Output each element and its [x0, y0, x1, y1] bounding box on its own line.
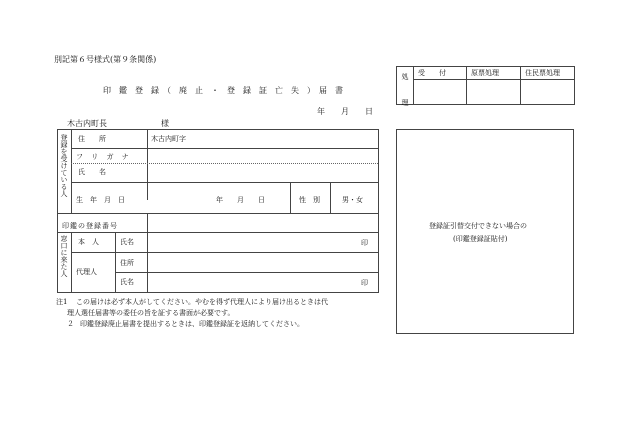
agent-name-label: 氏名 — [120, 278, 134, 286]
note-1-line-1: この届けは必ず本人がしてください。やむを得ず代理人により届け出るときは代 — [76, 298, 328, 306]
seal-number-label: 印鑑の登録番号 — [62, 222, 118, 230]
processing-box — [396, 66, 575, 112]
addressee-name: 木古内町長 — [67, 119, 107, 128]
main-form-table — [57, 129, 379, 293]
seal-card-note-line-1: 登録証引替交付できない場合の — [429, 222, 527, 230]
registrant-address-field[interactable]: 木古内町字 — [151, 135, 186, 143]
processing-col-resident-record: 住民票処理 — [525, 69, 560, 77]
form-title: 印 鑑 登 録 （ 廃 止 ・ 登 録 証 亡 失 ） 届 書 — [103, 86, 343, 95]
agent-address-label: 住所 — [120, 259, 134, 267]
processing-col-reception: 受 付 — [418, 69, 446, 77]
applicant-name-field[interactable] — [148, 233, 363, 251]
note-1-prefix: 注1 — [56, 298, 68, 306]
applicant-seal-mark: 印 — [361, 239, 368, 247]
agent-label: 代理人 — [76, 268, 97, 276]
processing-row-label: 処 理 — [401, 73, 409, 112]
registrant-name-field[interactable] — [148, 164, 378, 182]
seal-number-field[interactable] — [148, 214, 378, 231]
applicant-group-label: 窓口に来た人 — [60, 235, 68, 277]
registrant-furigana-field[interactable] — [148, 149, 378, 163]
applicant-self-label: 本 人 — [78, 238, 99, 246]
submission-date: 年 月 日 — [317, 107, 373, 116]
agent-seal-mark: 印 — [361, 279, 368, 287]
registrant-birth-field[interactable]: 年 月 日 — [216, 196, 265, 204]
processing-col-original-record: 原票処理 — [471, 69, 499, 77]
registrant-group-label: 登録を受けている人 — [60, 134, 68, 197]
note-1-line-2: 理人選任届書等の委任の旨を証する書面が必要です。 — [67, 309, 235, 317]
seal-card-note-line-2: (印鑑登録証貼付) — [453, 235, 508, 243]
note-2-text: 印鑑登録廃止届書を提出するときは、印鑑登録証を返納してください。 — [80, 320, 304, 328]
form-number: 別記第６号様式(第９条関係) — [54, 55, 157, 64]
agent-name-field[interactable] — [148, 273, 363, 291]
registrant-address-label: 住 所 — [78, 135, 106, 143]
registrant-gender-label: 性 別 — [299, 196, 320, 204]
agent-address-field[interactable] — [148, 253, 378, 271]
registrant-gender-field[interactable]: 男・女 — [342, 196, 363, 204]
seal-card-attach-box — [396, 129, 574, 334]
note-2-prefix: ２ — [67, 320, 74, 328]
addressee-honorific: 様 — [161, 119, 169, 128]
registrant-birth-label: 生 年 月 日 — [76, 196, 125, 204]
registrant-furigana-label: フ リ ガ ナ — [76, 153, 132, 161]
registrant-name-label: 氏 名 — [78, 168, 106, 176]
applicant-name-label: 氏名 — [120, 238, 134, 246]
